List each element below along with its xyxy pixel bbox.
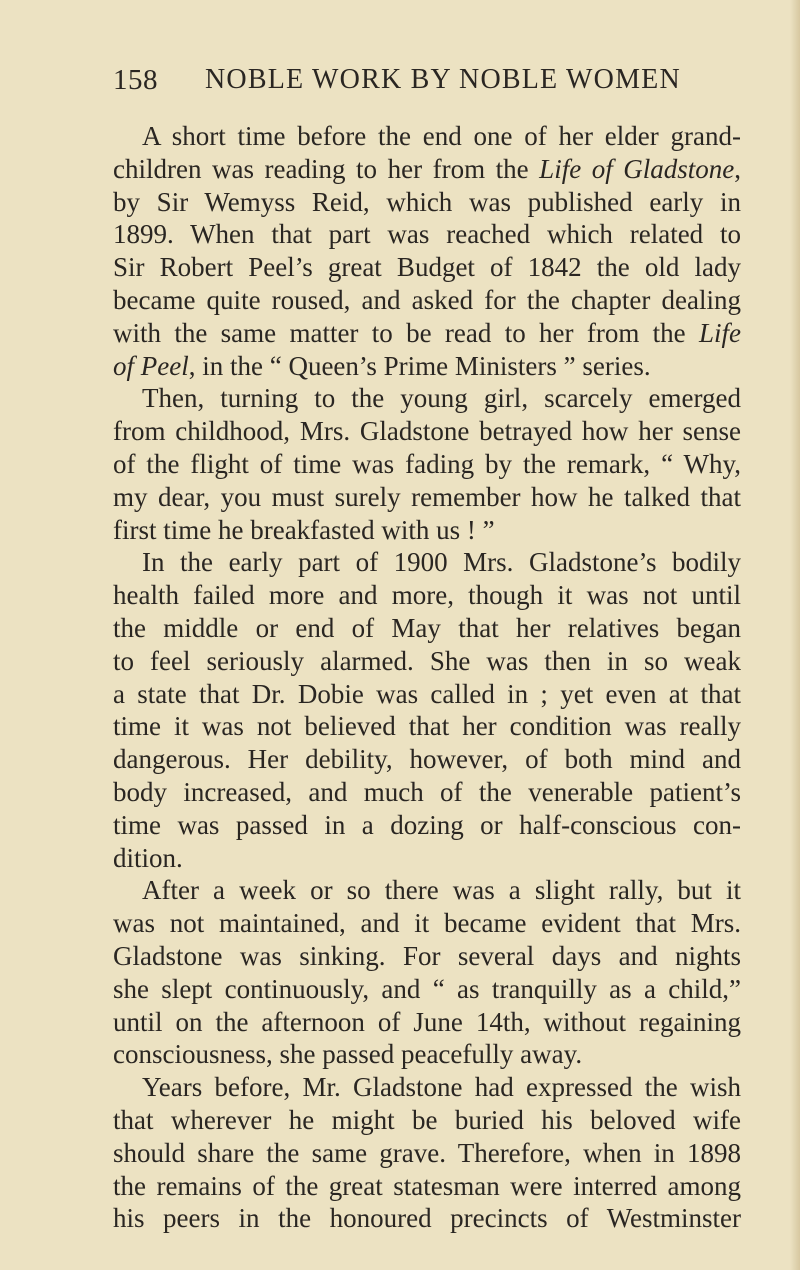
text-line: time it was not believed that her condition was really bbox=[113, 711, 741, 742]
text-line: my dear, you must surely remember how he talked that bbox=[113, 481, 741, 512]
text-line: of the flight of time was fading by the remark, “ Why, bbox=[113, 448, 741, 479]
text-line: health failed more and more, though it was not until bbox=[113, 580, 741, 611]
text-line: first time he breakfasted with us ! ” bbox=[113, 514, 495, 545]
text-line: his peers in the honoured precincts of Westminster bbox=[113, 1203, 741, 1234]
text-line: Then, turning to the young girl, scarcely emerged bbox=[142, 383, 741, 414]
text-line: body increased, and much of the venerable patient’s bbox=[113, 776, 741, 807]
text-line: Sir Robert Peel’s great Budget of 1842 the old lady bbox=[113, 252, 741, 283]
text-line: time was passed in a dozing or half-conscious con- bbox=[113, 809, 741, 840]
text-line: with the same matter to be read to her from the Life bbox=[113, 317, 741, 348]
text-line: A short time before the end one of her elder grand- bbox=[142, 121, 741, 151]
text-line: should share the same grave. Therefore, when in 1898 bbox=[113, 1137, 741, 1168]
text-line: the remains of the great statesman were interred among bbox=[113, 1170, 741, 1201]
text-line: by Sir Wemyss Reid, which was published early in bbox=[113, 186, 741, 217]
text-line: she slept continuously, and “ as tranquilly as a child,” bbox=[113, 973, 741, 1004]
text-line: 1899. When that part was reached which related to bbox=[113, 219, 741, 250]
text-line: consciousness, she passed peacefully away. bbox=[113, 1039, 583, 1070]
page-edge-shadow bbox=[790, 0, 800, 1270]
text-line: a state that Dr. Dobie was called in ; yet even at that bbox=[113, 678, 741, 709]
text-line: that wherever he might be buried his beloved wife bbox=[113, 1104, 741, 1135]
text-line: from childhood, Mrs. Gladstone betrayed how her sense bbox=[113, 416, 741, 447]
text-line: children was reading to her from the Life of Gladstone, bbox=[113, 153, 742, 184]
text-line: Years before, Mr. Gladstone had expressed the wish bbox=[142, 1072, 741, 1103]
running-head: NOBLE WORK BY NOBLE WOMEN bbox=[205, 64, 681, 95]
text-line: After a week or so there was a slight rally, but it bbox=[142, 875, 741, 906]
body-text bbox=[113, 120, 741, 1235]
text-line: In the early part of 1900 Mrs. Gladstone’s bodily bbox=[142, 547, 741, 578]
text-line: Gladstone was sinking. For several days and nights bbox=[113, 940, 741, 971]
text-line: dition. bbox=[113, 842, 183, 873]
page-header bbox=[113, 64, 743, 104]
text-line: was not maintained, and it became evident that Mrs. bbox=[113, 908, 741, 939]
text-line: became quite roused, and asked for the chapter dealing bbox=[113, 284, 741, 315]
text-line: to feel seriously alarmed. She was then in so weak bbox=[113, 645, 741, 676]
text-line: of Peel, in the “ Queen’s Prime Ministers ” series. bbox=[113, 350, 651, 381]
page-number: 158 bbox=[113, 64, 158, 96]
text-line: dangerous. Her debility, however, of both mind and bbox=[113, 744, 741, 775]
text-line: the middle or end of May that her relatives began bbox=[113, 612, 741, 643]
text-line: until on the afternoon of June 14th, without regaining bbox=[113, 1006, 741, 1037]
